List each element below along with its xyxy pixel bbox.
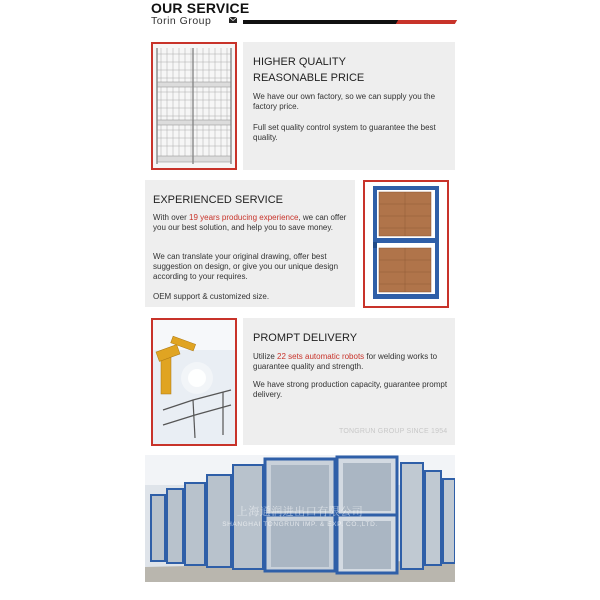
section-delivery-panel (243, 318, 455, 445)
photo-watermark-cn: 上海通润进出口有限公司 (236, 506, 364, 518)
section-title: PROMPT DELIVERY (253, 332, 358, 344)
section-paragraph: Utilize 22 sets automatic robots for welding works to guarantee quality and strength. (253, 352, 438, 371)
welding-robot-photo (151, 318, 237, 446)
photo-watermark-en: SHANGHAI TONGRUN IMP. & EXP. CO.,LTD. (222, 521, 378, 528)
section-paragraph: With over 19 years producing experience, we can offer you our best solution, and help you to save money. (153, 213, 347, 232)
warehouse-racks-photo (145, 455, 455, 582)
page-title: OUR SERVICE (151, 0, 250, 16)
section-paragraph: We have strong production capacity, guarantee prompt delivery. (253, 380, 448, 399)
highlight-text: 22 sets automatic robots (277, 352, 365, 361)
section-experience-panel (145, 180, 355, 307)
section-title: HIGHER QUALITY (253, 56, 346, 68)
wire-cage-pallet-photo (151, 42, 237, 170)
section-quality-panel (243, 42, 455, 170)
since-watermark: TONGRUN GROUP SINCE 1954 (339, 428, 448, 435)
section-paragraph: OEM support & customized size. (153, 292, 270, 301)
stacking-rack-photo (363, 180, 449, 308)
header-rule-accent (396, 20, 457, 24)
section-title-line2: REASONABLE PRICE (253, 72, 365, 84)
section-title: EXPERIENCED SERVICE (153, 194, 284, 206)
company-name: Torin Group (151, 15, 212, 27)
envelope-icon (229, 17, 237, 23)
section-paragraph: We have our own factory, so we can supply you the factory price. (253, 92, 436, 111)
section-paragraph: We can translate your original drawing, offer best suggestion on design, or give you our unique design according to your requires. (153, 252, 339, 281)
highlight-text: 19 years producing experience (189, 213, 299, 222)
header-rule (243, 20, 401, 24)
section-paragraph: Full set quality control system to guarantee the best quality. (253, 123, 436, 142)
